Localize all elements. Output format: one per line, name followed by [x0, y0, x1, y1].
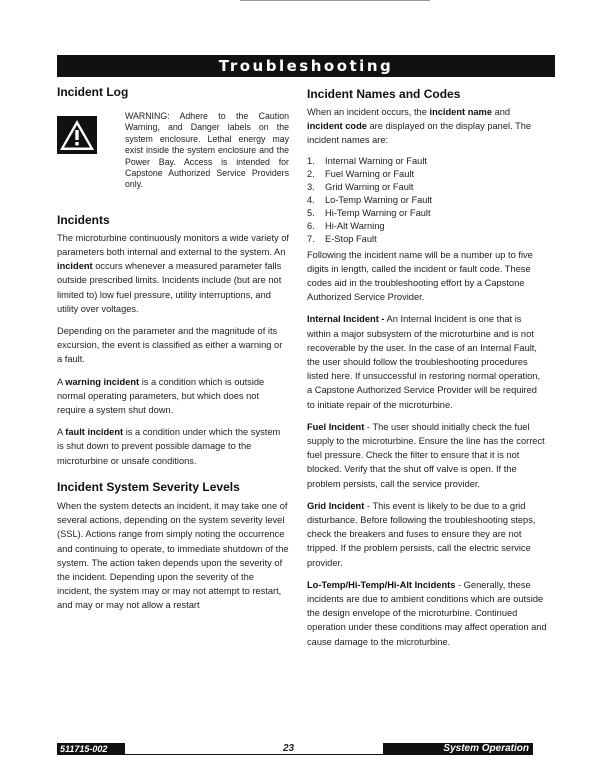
- following-paragraph: Following the incident name will be a number up to five digits in length, called the incident or fault code. These codes aid in the troubleshooting effort by a Capstone Authorized Service Provider.: [307, 249, 533, 303]
- temp-incidents-paragraph: Lo-Temp/Hi-Temp/Hi-Alt Incidents - Generally, these incidents are due to ambient conditions which are outside the design envelope of the microturbine. Continued operation under these conditions may affect operation and cause damage to the microturbine.: [307, 579, 547, 647]
- names-paragraph: When an incident occurs, the incident name and incident code are displayed on the display panel. The incident names are:: [307, 107, 532, 146]
- names-codes-title: Incident Names and Codes: [307, 87, 461, 101]
- grid-incident-paragraph: Grid Incident - This event is likely to be due to a grid disturbance. Before following the troubleshooting steps, check the breakers and fuses to ensure they are not tripped. If the problem persists, call the electric service provider.: [307, 500, 536, 568]
- left-column: [57, 85, 289, 613]
- incidents-paragraph-3: A warning incident is a condition which is outside normal operating parameters, but which does not require a system shut down.: [57, 376, 265, 416]
- page-number: 23: [283, 743, 295, 754]
- incidents-paragraph-4: A fault incident is a condition under which the system is shut down to prevent possible damage to the microturbine or unsafe conditions.: [57, 427, 281, 466]
- list-item: 4. Lo-Temp Warning or Fault: [307, 194, 433, 205]
- list-item: 6. Hi-Alt Warning: [307, 220, 385, 231]
- severity-paragraph: When the system detects an incident, it may take one of several actions, depending on the system severity level (SSL). Actions range from simply noting the occurrence and continuing to operate, to immediate shutdown of the system. The action taken depends upon the severity of the incident. Depending upon the severity of the incident, the system may or may not attempt to restart, and may or may not allow a restart: [57, 500, 289, 611]
- internal-incident-paragraph: Internal Incident - An Internal Incident is one that is within a major subsystem of the microturbine and is not recoverable by the user. In the case of an Internal Fault, the user should follow the troubleshooting procedures listed here. If unsuccessful in restoring normal operation, a Capstone Authorized Service Provider will be required to initiate repair of the microturbine.: [307, 314, 541, 410]
- list-item: 3. Grid Warning or Fault: [307, 181, 414, 192]
- incidents-paragraph-2: Depending on the parameter and the magnitude of its excursion, the event is classified as either a warning or a fault.: [57, 326, 283, 365]
- page-footer: [57, 743, 533, 755]
- list-item: 7. E-Stop Fault: [307, 233, 377, 244]
- incident-names-list: [307, 155, 547, 246]
- incident-log-title: Incident Log: [57, 85, 129, 99]
- warning-triangle-icon: [57, 116, 97, 154]
- incidents-title: Incidents: [57, 212, 110, 227]
- warning-text: WARNING: Adhere to the Caution Warning, and Danger labels on the system enclosure. Lethal energy may exist inside the system enclosure and the Power Bay. Access is intended for Capstone Authorized Service Providers only.: [125, 111, 289, 190]
- doc-number: 511715-002: [57, 743, 125, 755]
- page-banner: Troubleshooting: [57, 55, 555, 77]
- section-name: System Operation: [383, 743, 533, 755]
- incidents-paragraph-1: The microturbine continuously monitors a wide variety of parameters both internal and external to the system. An incident occurs whenever a measured parameter falls outside prescribed limits. Incidents include (but are not limited to) low fuel pressure, utility interruptions, and utility over voltages.: [57, 232, 290, 314]
- right-column: [307, 87, 547, 649]
- list-item: 1. Internal Warning or Fault: [307, 155, 427, 166]
- list-item: 5. Hi-Temp Warning or Fault: [307, 207, 431, 218]
- list-item: 2. Fuel Warning or Fault: [307, 168, 415, 179]
- top-rule: [240, 0, 430, 1]
- fuel-incident-paragraph: Fuel Incident - The user should initially check the fuel supply to the microturbine. Ensure the line has the correct fuel pressure. Check the filter to ensure that it is not blocked. Verify that the shut off valve is open. If the problem persists, call the service provider.: [307, 421, 545, 489]
- warning-block: [57, 111, 289, 191]
- severity-title: Incident System Severity Levels: [57, 479, 240, 494]
